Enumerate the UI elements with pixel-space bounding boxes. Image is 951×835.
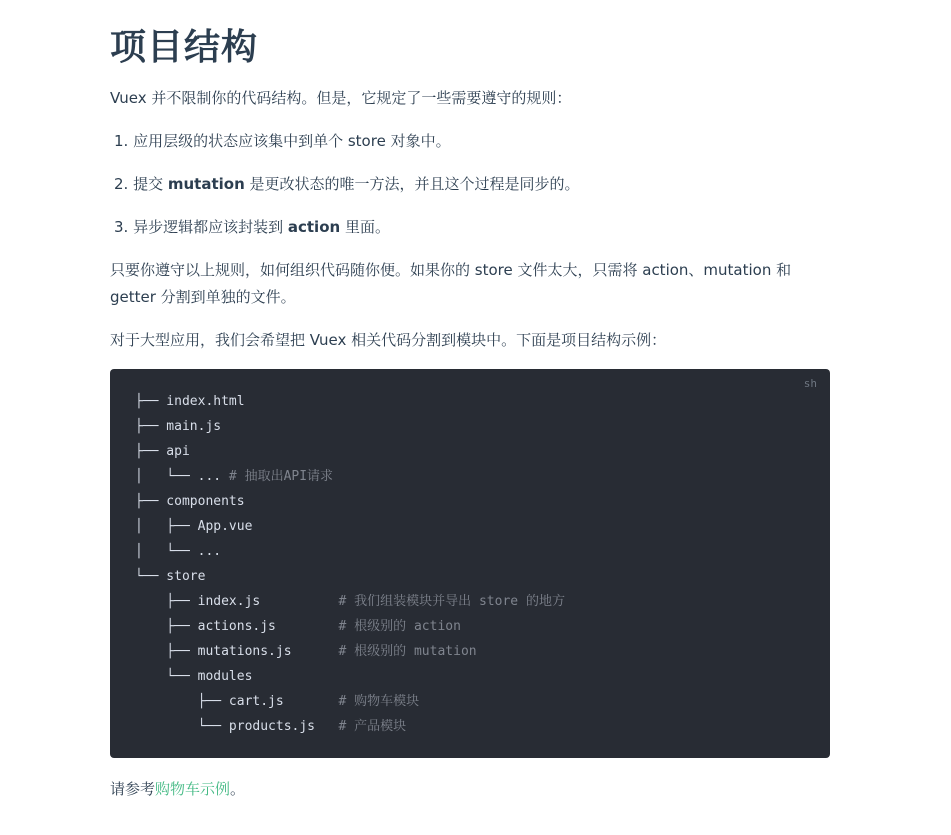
code-line [135,689,565,714]
list-item [114,172,580,196]
paragraph-organize [110,257,830,311]
code-text: └── products.js [135,719,339,734]
code-text: ├── index.html [135,394,245,409]
list-number: 1. [114,132,129,150]
code-line [135,639,565,664]
page-title: 项目结构 [110,27,259,68]
footer-suffix: 。 [230,780,246,798]
code-comment: # 根级别的 action [338,619,461,634]
footer-paragraph [110,776,830,803]
paragraph-modules: 对于大型应用，我们会希望把 Vuex 相关代码分割到模块中。下面是项目结构示例： [110,331,667,349]
code-comment: # 我们组装模块并导出 store 的地方 [338,594,565,609]
intro-paragraph: Vuex 并不限制你的代码结构。但是，它规定了一些需要遵守的规则： [110,89,572,107]
code-line [135,489,565,514]
paragraph-organize-line1: 只要你遵守以上规则，如何组织代码随你便。如果你的 store 文件太大，只需将 action、mutation 和 [110,261,792,279]
code-line [135,539,565,564]
code-line [135,464,565,489]
code-lines [135,389,565,739]
code-text: │ └── ... [135,469,229,484]
code-comment: # 根级别的 mutation [338,644,477,659]
code-text: └── store [135,569,206,584]
code-comment: # 抽取出API请求 [228,469,334,484]
list-text: 提交 [133,175,168,193]
code-language-tag: sh [803,377,817,390]
list-number: 3. [114,218,129,236]
code-text: └── modules [135,669,253,684]
code-text: ├── main.js [135,419,222,434]
code-line [135,439,565,464]
list-text-after: 是更改状态的唯一方法，并且这个过程是同步的。 [244,175,580,193]
cart-example-link[interactable]: 购物车示例 [155,780,231,798]
paragraph-organize-line2: getter 分割到单独的文件。 [110,288,296,306]
list-text: 应用层级的状态应该集中到单个 store 对象中。 [133,132,451,150]
code-line [135,714,565,739]
code-line [135,589,565,614]
code-text: ├── components [135,494,245,509]
list-text-after: 里面。 [340,218,390,236]
code-line [135,614,565,639]
code-line [135,414,565,439]
code-line [135,389,565,414]
code-line [135,664,565,689]
code-text: │ └── ... [135,544,222,559]
code-comment: # 购物车模块 [338,694,420,709]
list-item [114,129,451,153]
code-block [110,369,830,758]
code-line [135,514,565,539]
code-text: ├── index.js [135,594,339,609]
code-line [135,564,565,589]
code-text: ├── cart.js [135,694,339,709]
footer-prefix: 请参考 [110,780,156,798]
list-number: 2. [114,175,129,193]
code-text: ├── mutations.js [135,644,339,659]
code-comment: # 产品模块 [338,719,407,734]
list-text: 异步逻辑都应该封装到 [133,218,288,236]
code-text: │ ├── App.vue [135,519,253,534]
code-text: ├── actions.js [135,619,339,634]
list-item [114,215,390,239]
list-strong: mutation [167,175,245,193]
code-text: ├── api [135,444,190,459]
list-strong: action [287,218,341,236]
